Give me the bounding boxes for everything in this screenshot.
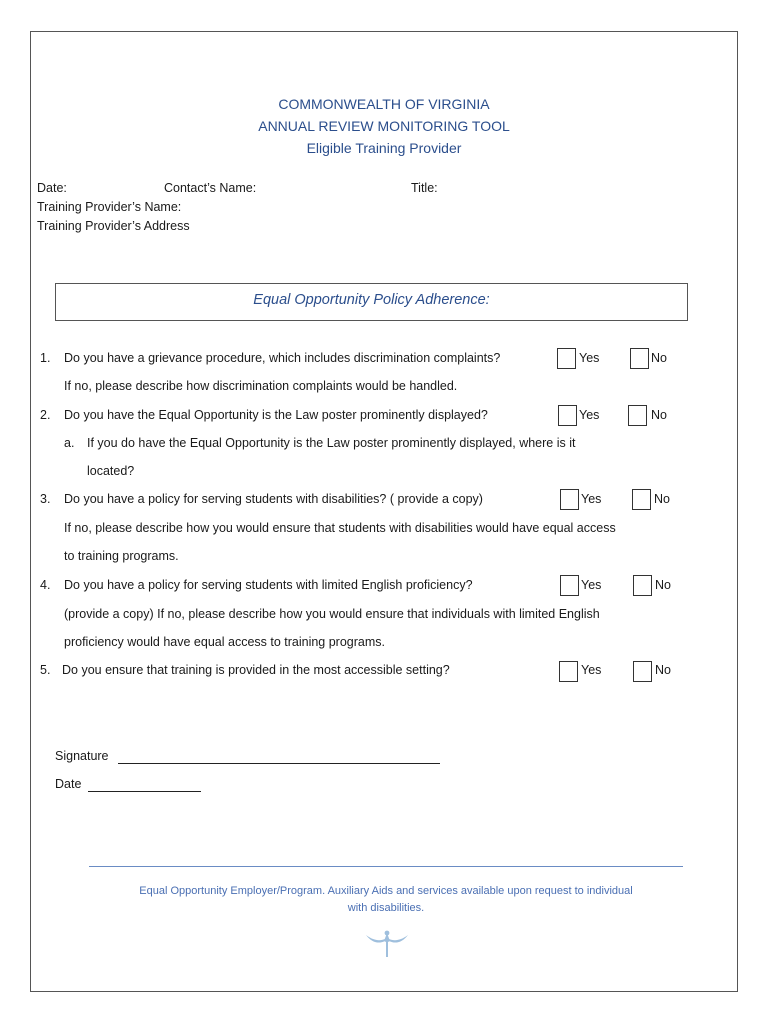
question-4-followup-cont: proficiency would have equal access to training programs.	[64, 635, 386, 649]
signature-line[interactable]	[118, 763, 440, 764]
question-1-followup: If no, please describe how discrimination complaints would be handled.	[64, 379, 458, 393]
question-5-yes-label: Yes	[581, 663, 602, 677]
question-2-number: 2.	[40, 408, 51, 422]
question-1-text: Do you have a grievance procedure, which includes discrimination complaints?	[64, 351, 501, 365]
signature-date-label: Date	[55, 777, 82, 791]
title-label: Title:	[411, 181, 438, 195]
question-2a-number: a.	[64, 436, 75, 450]
form-page	[30, 31, 738, 992]
question-3-number: 3.	[40, 492, 51, 506]
question-5-text: Do you ensure that training is provided in the most accessible setting?	[62, 663, 450, 677]
question-3-followup-cont: to training programs.	[64, 549, 179, 563]
question-3-yes-checkbox[interactable]	[560, 489, 579, 510]
signature-label: Signature	[55, 749, 109, 763]
footer-line-1: Equal Opportunity Employer/Program. Auxiliary Aids and services available upon request to individual	[139, 885, 633, 897]
question-5-number: 5.	[40, 663, 51, 677]
cardinal-logo-icon	[364, 927, 410, 963]
contact-name-label: Contact’s Name:	[164, 181, 257, 195]
question-2-yes-label: Yes	[579, 408, 600, 422]
question-5-no-label: No	[655, 663, 671, 677]
signature-date-line[interactable]	[88, 791, 201, 792]
date-label: Date:	[37, 181, 67, 195]
header-tool-title: ANNUAL REVIEW MONITORING TOOL	[258, 118, 510, 134]
section-title: Equal Opportunity Policy Adherence:	[253, 292, 490, 308]
question-1-no-label: No	[651, 351, 667, 365]
footer-notice	[89, 883, 683, 917]
provider-name-label: Training Provider’s Name:	[37, 200, 182, 214]
question-4-followup: (provide a copy) If no, please describe how you would ensure that individuals with limited English	[64, 607, 600, 621]
question-1-yes-label: Yes	[579, 351, 600, 365]
question-1-no-checkbox[interactable]	[630, 348, 649, 369]
question-3-followup: If no, please describe how you would ensure that students with disabilities would have equal access	[64, 521, 616, 535]
footer-line-2: with disabilities.	[347, 902, 425, 914]
question-2-yes-checkbox[interactable]	[558, 405, 577, 426]
question-3-no-label: No	[654, 492, 670, 506]
question-4-text: Do you have a policy for serving students with limited English proficiency?	[64, 578, 473, 592]
question-4-no-label: No	[655, 578, 671, 592]
question-3-yes-label: Yes	[581, 492, 602, 506]
question-1-yes-checkbox[interactable]	[557, 348, 576, 369]
question-3-no-checkbox[interactable]	[632, 489, 651, 510]
question-2-no-checkbox[interactable]	[628, 405, 647, 426]
question-3-text: Do you have a policy for serving students with disabilities? ( provide a copy)	[64, 492, 483, 506]
question-2a-text-cont: located?	[87, 464, 135, 478]
question-2-no-label: No	[651, 408, 667, 422]
question-4-yes-label: Yes	[581, 578, 602, 592]
question-1-number: 1.	[40, 351, 51, 365]
section-box	[55, 283, 688, 321]
header-subtitle: Eligible Training Provider	[306, 140, 462, 156]
header-state: COMMONWEALTH OF VIRGINIA	[278, 96, 490, 112]
question-4-no-checkbox[interactable]	[633, 575, 652, 596]
provider-address-label: Training Provider’s Address	[37, 219, 190, 233]
question-5-yes-checkbox[interactable]	[559, 661, 578, 682]
question-4-yes-checkbox[interactable]	[560, 575, 579, 596]
question-2-text: Do you have the Equal Opportunity is the Law poster prominently displayed?	[64, 408, 488, 422]
question-4-number: 4.	[40, 578, 51, 592]
question-2a-text: If you do have the Equal Opportunity is the Law poster prominently displayed, where is it	[87, 436, 576, 450]
question-5-no-checkbox[interactable]	[633, 661, 652, 682]
footer-divider	[89, 866, 683, 867]
